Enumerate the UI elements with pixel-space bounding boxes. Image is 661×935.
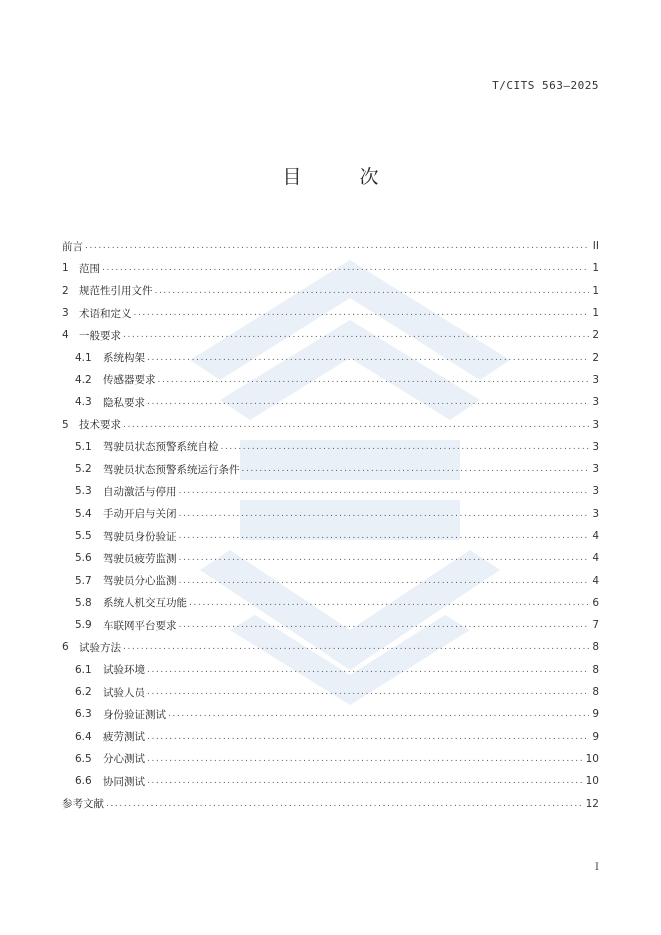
footer-page-number: I [595,862,599,873]
toc-entry-label: 协同测试 [103,775,145,788]
toc-entry-number: 3 [62,307,69,320]
toc-entry-label: 参考文献 [62,798,104,811]
toc-entry-page: 4 [592,530,599,542]
toc-entry-number: 5.2 [75,463,92,476]
toc-leader-dots [242,464,590,474]
toc-entry-page: 10 [585,752,599,765]
toc-entry-number: 5.8 [75,596,92,609]
toc-leader-dots [123,642,589,652]
toc-entry-page: 3 [592,463,599,476]
toc-entry-number: 6.5 [75,752,92,765]
toc-entry-page: 8 [592,641,599,654]
toc-entry-page: 3 [592,440,599,453]
toc-leader-dots [147,687,589,697]
toc-entry[interactable] [62,703,599,725]
toc-entry-page: 4 [592,574,599,587]
toc-entry-number: 6.4 [75,730,92,743]
toc-entry-number: 5.3 [75,485,92,498]
toc-entry-page: 2 [592,351,599,364]
toc-entry-label: 系统构架 [103,352,145,365]
toc-entry-page: 12 [585,797,599,810]
toc-entry-label: 试验环境 [103,664,145,677]
toc-entry-label: 车联网平台要求 [103,619,177,632]
toc-entry-number: 6.2 [75,686,92,699]
toc-entry[interactable] [62,302,599,324]
toc-entry-label: 疲劳测试 [103,731,145,744]
toc-entry-label: 驾驶员疲劳监测 [103,552,177,565]
toc-leader-dots [123,420,589,430]
toc-entry-number: 5 [62,418,69,431]
toc-entry[interactable] [62,503,599,525]
toc-entry-page: 3 [592,418,599,431]
toc-entry-label: 系统人机交互功能 [103,597,187,610]
toc-entry-page: 3 [592,373,599,386]
toc-leader-dots [147,665,589,675]
toc-entry[interactable] [62,659,599,681]
toc-entry-page: 9 [592,730,599,743]
toc-entry-number: 2 [62,284,69,297]
toc-entry-page: 7 [592,619,599,632]
toc-leader-dots [147,353,589,363]
toc-leader-dots [179,509,590,519]
toc-leader-dots [168,709,589,719]
toc-entry[interactable] [62,592,599,614]
toc-leader-dots [179,553,590,563]
toc-entry[interactable] [62,257,599,279]
toc-entry[interactable] [62,391,599,413]
toc-leader-dots [134,308,590,318]
toc-entry-page: 1 [592,284,599,297]
toc-entry-label: 分心测试 [103,753,145,766]
toc-entry[interactable] [62,614,599,636]
toc-entry-number: 6 [62,641,69,654]
toc-leader-dots [147,732,589,742]
toc-entry[interactable] [62,748,599,770]
toc-entry-page: 10 [585,775,599,788]
toc-entry[interactable] [62,458,599,480]
toc-entry-label: 驾驶员分心监测 [103,575,177,588]
toc-entry-label: 试验人员 [103,686,145,699]
toc-entry-label: 隐私要求 [103,396,145,409]
toc-entry[interactable] [62,681,599,703]
toc-entry[interactable] [62,547,599,569]
toc-entry-page: 2 [592,329,599,342]
toc-entry-number: 6.3 [75,708,92,721]
toc-entry-number: 5.1 [75,440,92,453]
toc-entry-label: 自动激活与停用 [103,485,177,498]
toc-entry-page: 3 [592,485,599,498]
toc-leader-dots [85,241,589,251]
toc-leader-dots [189,598,589,608]
toc-entry-number: 5.4 [75,507,92,520]
toc-leader-dots [155,286,590,296]
toc-entry[interactable] [62,569,599,591]
toc-leader-dots [158,375,590,385]
toc-entry-page: 3 [592,396,599,409]
toc-entry-number: 4.3 [75,396,92,409]
toc-leader-dots [179,576,590,586]
toc-entry-page: 3 [592,507,599,520]
toc-entry-label: 试验方法 [79,641,121,654]
toc-entry-label: 前言 [62,240,83,253]
toc-entry-label: 身份验证测试 [103,708,166,721]
toc-entry-label: 手动开启与关闭 [103,508,177,521]
toc-leader-dots [147,776,584,786]
table-of-contents [62,235,599,815]
toc-entry-number: 5.7 [75,574,92,587]
toc-entry[interactable] [62,436,599,458]
standard-code: T/CITS 563—2025 [492,79,599,92]
toc-entry-number: 4 [62,329,69,342]
toc-leader-dots [123,330,589,340]
toc-entry-page: 9 [592,708,599,721]
toc-entry-page: 6 [592,596,599,609]
toc-entry[interactable] [62,726,599,748]
toc-entry[interactable] [62,636,599,658]
toc-entry[interactable] [62,324,599,346]
toc-entry-page: 1 [592,262,599,275]
toc-entry[interactable] [62,369,599,391]
toc-entry-label: 一般要求 [79,329,121,342]
toc-entry-number: 4.1 [75,351,92,364]
toc-leader-dots [221,442,590,452]
toc-entry-label: 规范性引用文件 [79,285,153,298]
toc-leader-dots [147,754,584,764]
toc-entry-label: 驾驶员状态预警系统自检 [103,441,219,454]
toc-entry-page: 4 [592,552,599,565]
toc-entry[interactable] [62,413,599,435]
toc-entry-page: II [592,240,599,253]
toc-entry-label: 术语和定义 [79,307,132,320]
toc-leader-dots [106,799,584,809]
toc-entry-number: 5.5 [75,530,92,542]
toc-entry-label: 技术要求 [79,419,121,432]
toc-entry-page: 1 [592,307,599,320]
toc-entry-page: 8 [592,686,599,699]
toc-entry-number: 5.9 [75,619,92,632]
toc-leader-dots [179,531,590,541]
toc-entry-label: 范围 [79,262,100,275]
toc-leader-dots [179,620,590,630]
toc-entry[interactable] [62,480,599,502]
toc-entry-page: 8 [592,663,599,676]
toc-entry-number: 6.6 [75,775,92,788]
toc-leader-dots [102,263,589,273]
toc-entry-number: 4.2 [75,373,92,386]
toc-entry[interactable] [62,235,599,257]
toc-entry-label: 传感器要求 [103,374,156,387]
toc-entry-label: 驾驶员身份验证 [103,530,177,543]
toc-entry[interactable] [62,525,599,547]
toc-entry[interactable] [62,280,599,302]
toc-entry-number: 1 [62,262,69,275]
toc-entry-number: 5.6 [75,552,92,565]
toc-entry[interactable] [62,770,599,792]
toc-leader-dots [147,397,589,407]
toc-leader-dots [179,486,590,496]
toc-entry-number: 6.1 [75,663,92,676]
toc-entry[interactable] [62,792,599,814]
toc-entry-label: 驾驶员状态预警系统运行条件 [103,463,240,476]
page-title: 目 次 [282,166,405,188]
toc-entry[interactable] [62,346,599,368]
